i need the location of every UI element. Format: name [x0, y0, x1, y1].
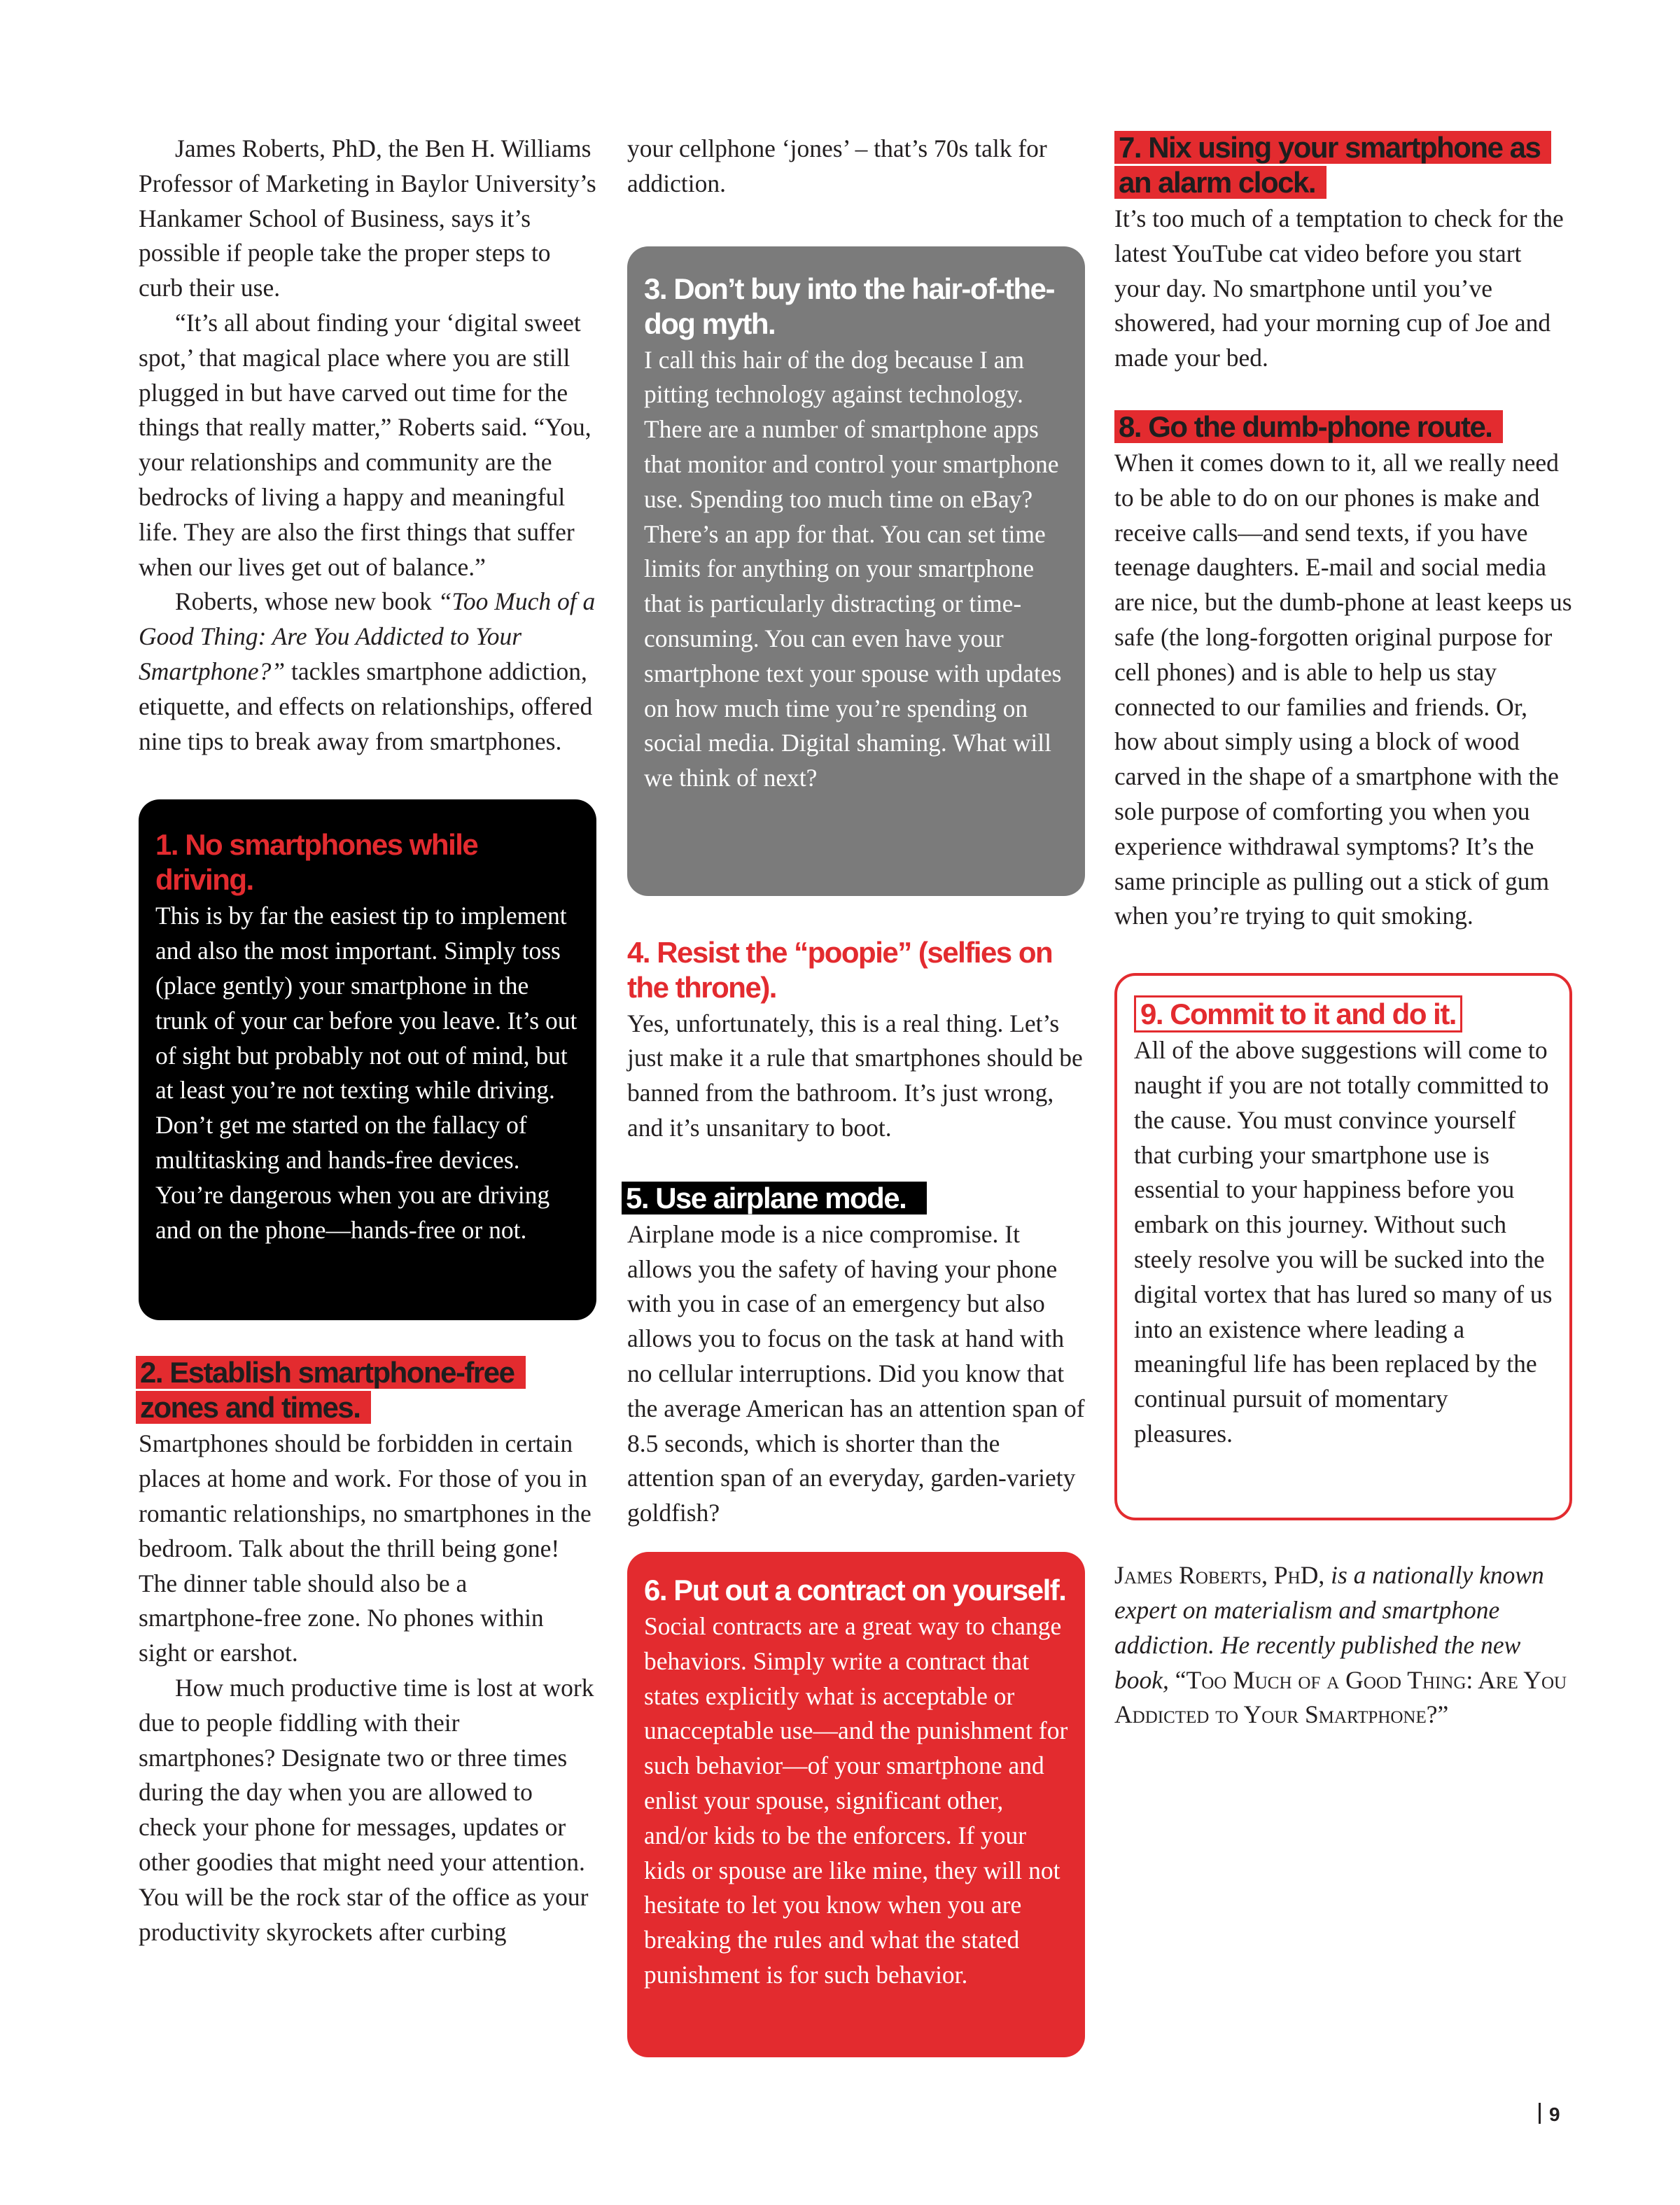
column-3: [1114, 132, 1572, 1732]
tip-2-paragraph-1: Smartphones should be forbidden in certain places at home and work. For those of you in romantic relationships, no smartphones in the bedroom. Talk about the thrill being gone! The dinner table should also be a smartphone-free zone. No phones within sight or earshot.: [139, 1429, 592, 1667]
tip-5-body: Airplane mode is a nice compromise. It allows you the safety of having your phone with you in case of an emergency but also allows you to focus on the task at hand with no cellular interruptions. Did you know that the average American has an attention span of 8.5 seconds, which is shorter than the attention span of an everyday, garden-variety goldfish?: [627, 1219, 1085, 1527]
tip-9-heading: [1134, 997, 1553, 1032]
tip-2-heading: [136, 1355, 596, 1425]
tip-5-heading: [622, 1181, 1085, 1216]
intro-paragraph-2: “It’s all about finding your ‘digital sweet spot,’ that magical place where you are still plugged in but have carved out time for the things that really matter,” Roberts said. “You, your relationships and community are the bedrocks of living a happy and meaningful life. They are also the first things that suffer when our lives get out of balance.”: [139, 308, 592, 581]
tip-3-box: [627, 246, 1085, 896]
column-2: [627, 132, 1085, 2057]
tip-6-box: [627, 1552, 1085, 2057]
intro-paragraph-1: James Roberts, PhD, the Ben H. Williams Professor of Marketing in Baylor University’s Hankamer School of Business, says it’s possible if people take the proper steps to curb their use.: [139, 134, 596, 302]
tip-8-section: [1114, 410, 1572, 934]
tip-4-body: Yes, unfortunately, this is a real thing. Let’s just make it a rule that smartphones should be banned from the bathroom. It’s just wrong, and it’s unsanitary to boot.: [627, 1009, 1083, 1142]
tip-6-body: Social contracts are a great way to change behaviors. Simply write a contract that states explicitly what is acceptable or unacceptable use—and the punishment for such behavior—of your smartphone and enlist your spouse, significant other, and/or kids to be the enforcers. If your kids or spouse are like mine, they will not hesitate to let you know when you are breaking the rules and what the stated punishment is for such behavior.: [644, 1611, 1068, 1989]
author-bio-text: is a nationally known expert on materialism and smartphone addiction. He recently published the new book,: [1114, 1561, 1544, 1694]
author-book-title: “Too Much of a Good Thing: Are You Addicted to Your Smartphone?”: [1114, 1665, 1567, 1729]
tip-2-paragraph-2: How much productive time is lost at work due to people fiddling with their smartphones? Designate two or three times during the day when you are allowed to check your phone for messages, updates or other goodies that might need your attention. You will be the rock star of the office as your productivity skyrockets after curbing: [139, 1673, 594, 1946]
tip-9-box: [1114, 973, 1572, 1520]
author-name: James Roberts, PhD,: [1114, 1561, 1325, 1590]
author-bio: [1114, 1558, 1572, 1732]
tip-8-heading: [1114, 410, 1572, 444]
tip-8-body: When it comes down to it, all we really need to be able to do on our phones is make and receive calls—and send texts, if you have teenage daughters. E-mail and social media are nice, but the dumb-phone at least keeps us safe (the long-forgotten original purpose for cell phones) and is able to help us stay connected to our families and friends. Or, how about simply using a block of wood carved in the shape of a smartphone with the sole purpose of comforting you when you experience withdrawal symptoms? It’s the same principle as pulling out a stick of gum when you’re trying to quit smoking.: [1114, 448, 1572, 930]
tip-1-heading: 1. No smartphones while driving.: [155, 828, 478, 897]
tip-5-heading-text: 5. Use airplane mode.: [622, 1182, 927, 1214]
intro-text: [139, 132, 596, 759]
tip-7-heading: [1114, 130, 1572, 200]
tip-1-box: [139, 799, 596, 1320]
book-title: “Too Much of a Good Thing: Are You Addicted to Your Smartphone?”: [139, 587, 596, 685]
intro-paragraph-3-tail: tackles smartphone addiction, etiquette, and effects on relationships, offered nine tips to break away from smartphones.: [139, 657, 593, 755]
intro-paragraph-3-lead: Roberts, whose new book: [175, 587, 438, 616]
tip-7-body: It’s too much of a temptation to check for the latest YouTube cat video before you start your day. No smartphone until you’ve showered, had your morning cup of Joe and made your bed.: [1114, 204, 1564, 372]
tip-9-heading-text: 9. Commit to it and do it.: [1134, 995, 1462, 1032]
tip-2-body: [139, 1427, 596, 1949]
tip-4-section: [627, 935, 1085, 1146]
continuation-text: your cellphone ‘jones’ – that’s 70s talk for addiction.: [627, 134, 1047, 197]
page-number: [1539, 2103, 1560, 2126]
tip-7-heading-text: 7. Nix using your smartphone as an alarm clock.: [1114, 131, 1551, 199]
tip-3-body: I call this hair of the dog because I am pitting technology against technology. There are a number of smartphone apps that monitor and control your smartphone use. Spending too much time on eBay? There’s an app for that. You can set time limits for anything on your smartphone that is particularly distracting or time-consuming. You can even have your smartphone text your spouse with updates on how much time you’re spending on social media. Digital shaming. What will we think of next?: [644, 345, 1062, 792]
tip-5-section: [627, 1181, 1085, 1531]
tip-4-heading: 4. Resist the “poopie” (selfies on the throne).: [627, 935, 1053, 1004]
tip-8-heading-text: 8. Go the dumb-phone route.: [1114, 410, 1503, 443]
tip-2-section: [139, 1355, 596, 1949]
tip-1-body: This is by far the easiest tip to implement and also the most important. Simply toss (place gently) your smartphone in the trunk of your car before you leave. It’s out of sight but probably not out of mind, but at least you’re not texting while driving. Don’t get me started on the fallacy of multitasking and hands-free devices. You’re dangerous when you are driving and on the phone—hands-free or not.: [155, 902, 578, 1244]
tip-7-section: [1114, 130, 1572, 376]
column-1: [139, 132, 596, 1949]
tip-6-heading: 6. Put out a contract on yourself.: [644, 1573, 1066, 1606]
tip-3-heading: 3. Don’t buy into the hair-of-the-dog myth.: [644, 272, 1054, 340]
tip-2-heading-text: 2. Establish smartphone-free zones and times.: [136, 1356, 526, 1424]
page-number-text: 9: [1549, 2104, 1560, 2125]
intro-paragraph-3: [139, 584, 596, 759]
page-number-divider: [1539, 2103, 1541, 2124]
tip-9-body: All of the above suggestions will come to naught if you are not totally committed to the cause. You must convince yourself that curbing your smartphone use is essential to your happiness before you embark on this journey. Without such steely resolve you will be sucked into the digital vortex that has lured so many of us into an existence where leading a meaningful life has been replaced by the continual pursuit of momentary pleasures.: [1134, 1036, 1553, 1448]
